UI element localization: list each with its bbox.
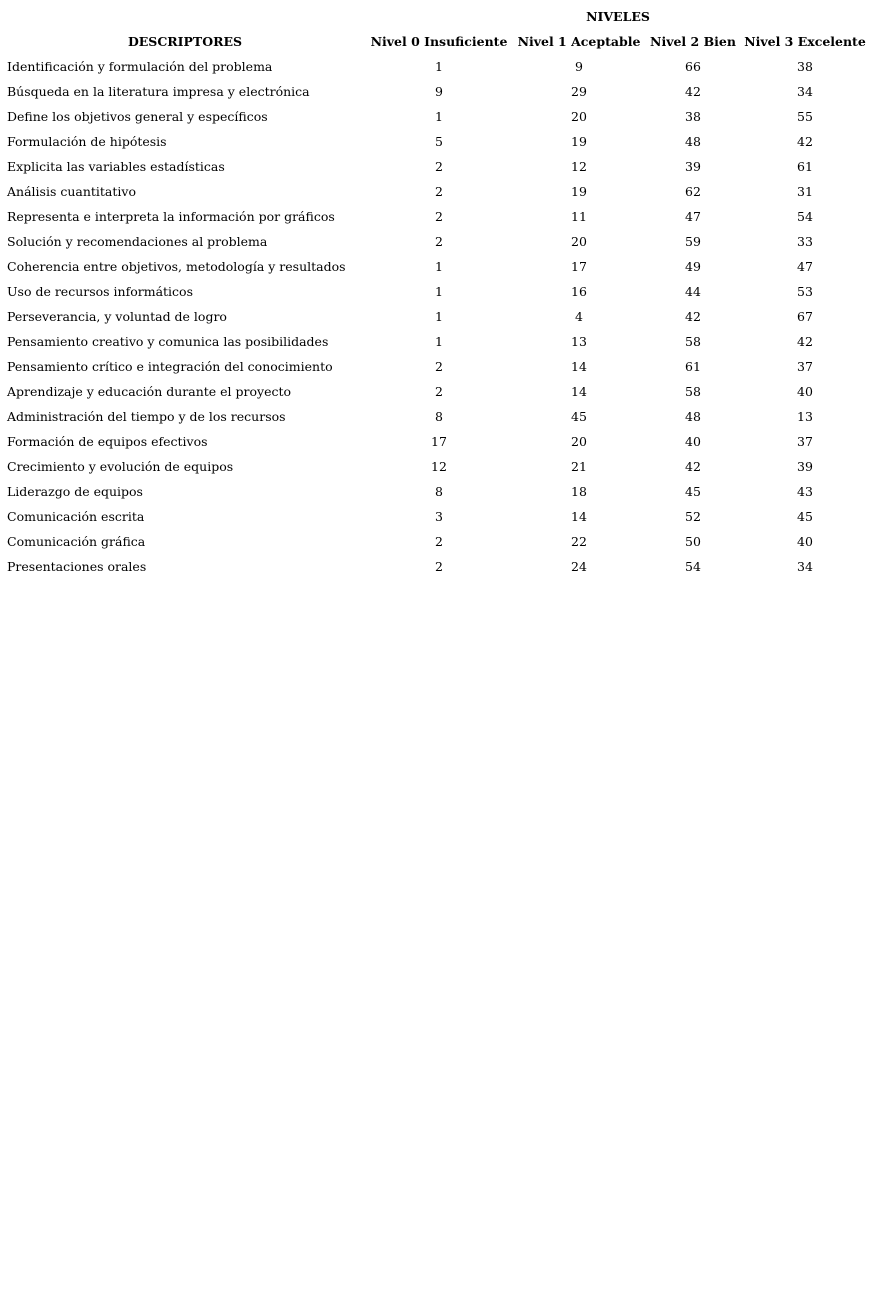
descriptor-cell: Identificación y formulación del problema [7, 59, 273, 74]
level-2-value: 45 [685, 484, 701, 499]
level-3-value: 38 [797, 59, 813, 74]
level-0-value: 2 [435, 534, 443, 549]
descriptor-cell: Búsqueda en la literatura impresa y electrónica [7, 84, 310, 99]
level-3-value: 34 [797, 84, 813, 99]
descriptor-cell: Formación de equipos efectivos [7, 434, 208, 449]
descriptor-cell: Presentaciones orales [7, 559, 147, 574]
level-1-value: 20 [571, 109, 587, 124]
level-0-value: 1 [435, 309, 443, 324]
level-1-value: 19 [571, 134, 587, 149]
descriptores-header: DESCRIPTORES [127, 34, 243, 49]
level-2-value: 42 [685, 459, 701, 474]
level-3-value: 67 [797, 309, 813, 324]
level-0-value: 17 [431, 434, 447, 449]
level-1-value: 17 [571, 259, 587, 274]
level-0-value: 12 [431, 459, 447, 474]
level-2-header: Nivel 2 Bien [650, 34, 736, 49]
column-header-row [4, 29, 870, 54]
level-2-value: 59 [685, 234, 701, 249]
table-row [4, 54, 870, 79]
table-body [4, 54, 870, 579]
descriptor-cell: Comunicación escrita [7, 509, 145, 524]
descriptor-cell: Liderazgo de equipos [7, 484, 143, 499]
descriptor-cell: Coherencia entre objetivos, metodología y resultados [7, 259, 346, 274]
table-row [4, 454, 870, 479]
table-row [4, 79, 870, 104]
level-0-value: 1 [435, 284, 443, 299]
level-0-value: 8 [435, 409, 443, 424]
level-2-value: 50 [685, 534, 701, 549]
level-3-header: Nivel 3 Excelente [744, 34, 866, 49]
level-3-value: 31 [797, 184, 813, 199]
level-3-value: 61 [797, 159, 813, 174]
level-0-value: 2 [435, 359, 443, 374]
level-1-value: 16 [571, 284, 587, 299]
level-2-value: 40 [685, 434, 701, 449]
level-0-value: 2 [435, 209, 443, 224]
descriptor-cell: Solución y recomendaciones al problema [7, 234, 268, 249]
level-2-value: 66 [685, 59, 701, 74]
descriptor-cell: Formulación de hipótesis [7, 134, 167, 149]
table-row [4, 529, 870, 554]
level-1-value: 14 [571, 509, 587, 524]
level-3-value: 53 [797, 284, 813, 299]
level-2-value: 58 [685, 384, 701, 399]
level-2-value: 42 [685, 84, 701, 99]
level-0-value: 2 [435, 384, 443, 399]
group-header-row [4, 5, 870, 29]
niveles-group-header: NIVELES [586, 9, 650, 24]
descriptor-cell: Comunicación gráfica [7, 534, 146, 549]
level-3-value: 13 [797, 409, 813, 424]
level-2-value: 58 [685, 334, 701, 349]
blank-header-cell [4, 5, 366, 29]
descriptor-cell: Pensamiento crítico e integración del conocimiento [7, 359, 333, 374]
level-2-value: 62 [685, 184, 701, 199]
table-row [4, 429, 870, 454]
level-1-value: 21 [571, 459, 587, 474]
descriptor-cell: Pensamiento creativo y comunica las posibilidades [7, 334, 329, 349]
table-row [4, 554, 870, 579]
level-0-value: 2 [435, 184, 443, 199]
level-3-value: 40 [797, 534, 813, 549]
level-2-value: 61 [685, 359, 701, 374]
level-1-value: 4 [575, 309, 583, 324]
level-3-value: 37 [797, 434, 813, 449]
level-1-value: 18 [571, 484, 587, 499]
table-row [4, 254, 870, 279]
level-1-value: 29 [571, 84, 587, 99]
level-1-value: 13 [571, 334, 587, 349]
level-3-value: 43 [797, 484, 813, 499]
level-1-value: 14 [571, 384, 587, 399]
level-0-value: 1 [435, 109, 443, 124]
level-2-value: 47 [685, 209, 701, 224]
level-3-value: 45 [797, 509, 813, 524]
level-0-value: 1 [435, 59, 443, 74]
table-row [4, 479, 870, 504]
level-0-value: 3 [435, 509, 443, 524]
level-0-value: 2 [435, 234, 443, 249]
level-0-value: 2 [435, 159, 443, 174]
descriptor-cell: Define los objetivos general y específicos [7, 109, 268, 124]
level-3-value: 42 [797, 134, 813, 149]
table-head [4, 5, 870, 54]
level-2-value: 54 [685, 559, 701, 574]
table-row [4, 129, 870, 154]
level-2-value: 49 [685, 259, 701, 274]
level-0-header: Nivel 0 Insuficiente [370, 34, 508, 49]
level-2-value: 48 [685, 409, 701, 424]
level-1-value: 9 [575, 59, 583, 74]
level-2-value: 44 [685, 284, 701, 299]
level-1-value: 14 [571, 359, 587, 374]
level-0-value: 2 [435, 559, 443, 574]
descriptor-cell: Administración del tiempo y de los recursos [7, 409, 286, 424]
level-3-value: 55 [797, 109, 813, 124]
level-2-value: 42 [685, 309, 701, 324]
descriptor-cell: Perseverancia, y voluntad de logro [7, 309, 227, 324]
descriptor-cell: Análisis cuantitativo [7, 184, 136, 199]
descriptor-cell: Uso de recursos informáticos [7, 284, 193, 299]
level-2-value: 38 [685, 109, 701, 124]
level-0-value: 1 [435, 259, 443, 274]
level-3-value: 47 [797, 259, 813, 274]
level-1-value: 12 [571, 159, 587, 174]
level-1-value: 19 [571, 184, 587, 199]
descriptor-cell: Aprendizaje y educación durante el proyecto [7, 384, 292, 399]
descriptor-cell: Representa e interpreta la información por gráficos [7, 209, 335, 224]
level-0-value: 8 [435, 484, 443, 499]
table-row [4, 154, 870, 179]
table-row [4, 179, 870, 204]
table-row [4, 354, 870, 379]
level-1-value: 20 [571, 434, 587, 449]
table-row [4, 329, 870, 354]
level-3-value: 34 [797, 559, 813, 574]
level-1-value: 20 [571, 234, 587, 249]
level-3-value: 37 [797, 359, 813, 374]
level-1-value: 24 [571, 559, 587, 574]
level-0-value: 9 [435, 84, 443, 99]
level-1-value: 11 [571, 209, 587, 224]
level-3-value: 40 [797, 384, 813, 399]
level-3-value: 39 [797, 459, 813, 474]
level-1-value: 45 [571, 409, 587, 424]
levels-table [4, 5, 870, 579]
level-0-value: 1 [435, 334, 443, 349]
level-3-value: 33 [797, 234, 813, 249]
descriptor-cell: Crecimiento y evolución de equipos [7, 459, 234, 474]
level-0-value: 5 [435, 134, 443, 149]
level-3-value: 54 [797, 209, 813, 224]
table-row [4, 279, 870, 304]
descriptor-cell: Explicita las variables estadísticas [7, 159, 225, 174]
level-2-value: 48 [685, 134, 701, 149]
table-row [4, 229, 870, 254]
table-row [4, 304, 870, 329]
level-3-value: 42 [797, 334, 813, 349]
level-2-value: 39 [685, 159, 701, 174]
level-1-header: Nivel 1 Aceptable [517, 34, 641, 49]
level-2-value: 52 [685, 509, 701, 524]
table-row [4, 379, 870, 404]
table-row [4, 404, 870, 429]
table-row [4, 104, 870, 129]
level-1-value: 22 [571, 534, 587, 549]
table-row [4, 504, 870, 529]
table-row [4, 204, 870, 229]
